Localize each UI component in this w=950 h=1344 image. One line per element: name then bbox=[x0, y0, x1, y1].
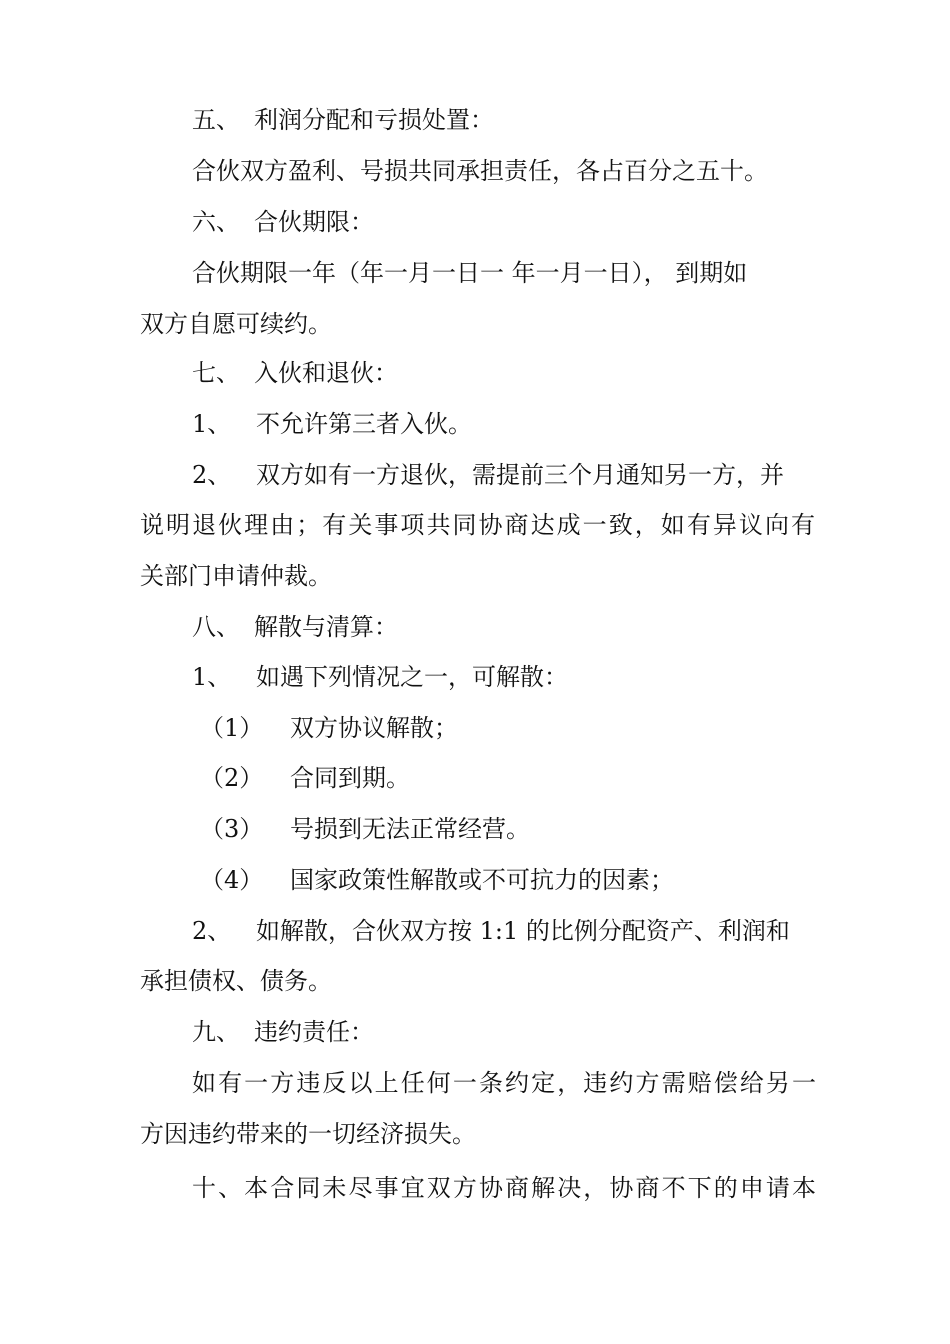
section-8-subitem bbox=[192, 713, 458, 743]
section-7-marker: 七、 bbox=[192, 359, 240, 387]
section-8-heading bbox=[192, 612, 398, 642]
section-7-heading bbox=[192, 358, 398, 388]
section-8-subitem bbox=[192, 763, 410, 793]
section-5-title: 利润分配和亏损处置： bbox=[254, 106, 494, 134]
section-6-body-line2: 双方自愿可续约。 bbox=[140, 310, 332, 338]
section-8-marker: 八、 bbox=[192, 613, 240, 641]
section-7-item-1-marker: 1、 bbox=[192, 410, 232, 438]
section-8-item-1-text: 如遇下列情况之一，可解散： bbox=[256, 663, 568, 691]
section-8-subitem bbox=[192, 814, 530, 844]
section-8-item-1 bbox=[192, 662, 568, 692]
section-9-body-line1: 如有一方违反以上任何一条约定，违约方需赔偿给另一 bbox=[192, 1069, 816, 1097]
section-6-heading bbox=[192, 207, 374, 237]
section-8-item-1-marker: 1、 bbox=[192, 663, 232, 691]
section-8-item-2-text: 如解散，合伙双方按 1:1 的比例分配资产、利润和 bbox=[256, 917, 790, 945]
subitem-2-marker: （2） bbox=[200, 764, 264, 792]
section-7-item-2-line1 bbox=[192, 460, 784, 490]
section-10-line1: 十、本合同未尽事宜双方协商解决，协商不下的申请本 bbox=[192, 1174, 816, 1202]
section-7-item-2-line2: 说明退伙理由；有关事项共同协商达成一致，如有异议向有 bbox=[140, 511, 815, 539]
subitem-4-marker: （4） bbox=[200, 866, 264, 894]
subitem-3-marker: （3） bbox=[200, 815, 264, 843]
section-8-item-2-line2: 承担债权、债务。 bbox=[140, 967, 332, 995]
section-8-title: 解散与清算： bbox=[254, 613, 398, 641]
section-9-heading bbox=[192, 1017, 374, 1047]
section-7-item-2-marker: 2、 bbox=[192, 461, 232, 489]
section-9-marker: 九、 bbox=[192, 1018, 240, 1046]
section-6-title: 合伙期限： bbox=[254, 208, 374, 236]
subitem-3-text: 号损到无法正常经营。 bbox=[290, 815, 530, 843]
subitem-4-text: 国家政策性解散或不可抗力的因素； bbox=[290, 866, 674, 894]
section-5-heading bbox=[192, 105, 494, 135]
section-9-body-line2: 方因违约带来的一切经济损失。 bbox=[140, 1120, 476, 1148]
section-5-marker: 五、 bbox=[192, 106, 240, 134]
section-7-title: 入伙和退伙： bbox=[254, 359, 398, 387]
section-9-title: 违约责任： bbox=[254, 1018, 374, 1046]
subitem-2-text: 合同到期。 bbox=[290, 764, 410, 792]
section-5-body: 合伙双方盈利、号损共同承担责任，各占百分之五十。 bbox=[192, 157, 768, 185]
section-8-item-2-line1 bbox=[192, 916, 790, 946]
subitem-1-marker: （1） bbox=[200, 714, 264, 742]
subitem-1-text: 双方协议解散； bbox=[290, 714, 458, 742]
section-7-item-1 bbox=[192, 409, 472, 439]
section-7-item-2-text: 双方如有一方退伙，需提前三个月通知另一方，并 bbox=[256, 461, 784, 489]
section-6-body-line1: 合伙期限一年（年一月一日一 年一月一日）， 到期如 bbox=[192, 259, 748, 287]
section-8-item-2-marker: 2、 bbox=[192, 917, 232, 945]
section-8-subitem bbox=[192, 865, 674, 895]
section-6-marker: 六、 bbox=[192, 208, 240, 236]
section-7-item-1-text: 不允许第三者入伙。 bbox=[256, 410, 472, 438]
section-7-item-2-line3: 关部门申请仲裁。 bbox=[140, 562, 332, 590]
